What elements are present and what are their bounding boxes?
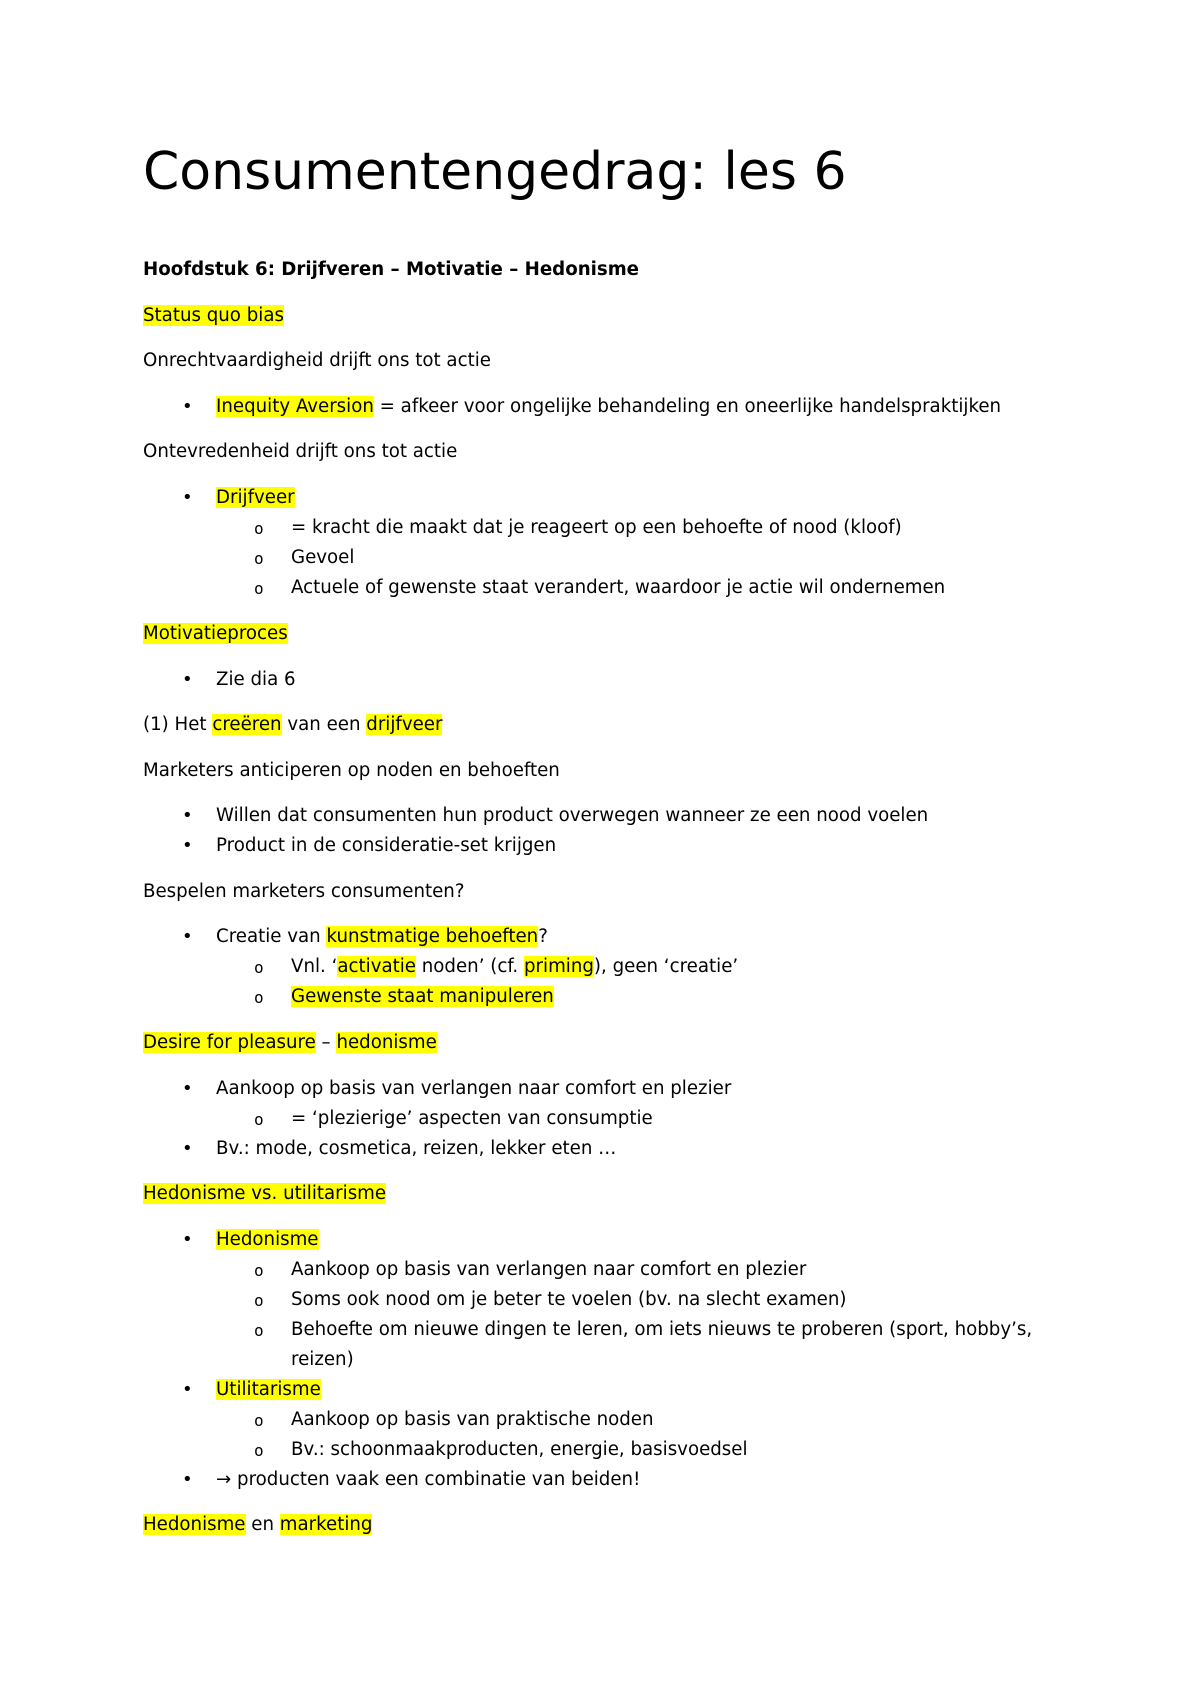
list-item-text: Vnl. ‘: [291, 956, 338, 977]
list-item: [216, 484, 295, 511]
list-item: Zie dia 6: [216, 669, 296, 690]
paragraph-marketers-anticiperen: Marketers anticiperen op noden en behoeften: [143, 760, 560, 781]
bullet-icon: •: [182, 669, 193, 690]
sub-list-item: Gevoel: [291, 547, 355, 568]
list-item: [216, 1226, 319, 1253]
sub-list-item: [291, 953, 738, 980]
page-title: Consumentengedrag: les 6: [143, 142, 847, 202]
bullet-icon: •: [182, 926, 193, 947]
highlight-text: creëren: [212, 714, 282, 735]
sub-bullet-icon: o: [254, 1411, 264, 1430]
arrow-icon: →: [216, 1469, 232, 1490]
sub-bullet-icon: o: [254, 1441, 264, 1460]
sub-list-item: = kracht die maakt dat je reageert op een behoefte of nood (kloof): [291, 517, 902, 538]
sub-list-item: Soms ook nood om je beter te voelen (bv. na slecht examen): [291, 1289, 847, 1310]
sub-bullet-icon: o: [254, 1321, 264, 1340]
highlight-text: Hedonisme: [143, 1514, 246, 1535]
sub-bullet-icon: o: [254, 958, 264, 977]
section-status-quo: [143, 302, 284, 329]
bullet-icon: •: [182, 835, 193, 856]
highlight-text: drijfveer: [366, 714, 443, 735]
list-item: [216, 1376, 321, 1403]
list-item-text: Creatie van: [216, 926, 327, 947]
highlight-text: hedonisme: [336, 1032, 437, 1053]
highlight-text: activatie: [337, 956, 416, 977]
paragraph-bespelen: Bespelen marketers consumenten?: [143, 881, 465, 902]
highlight-text: Desire for pleasure: [143, 1032, 316, 1053]
list-item: Aankoop op basis van verlangen naar comfort en plezier: [216, 1078, 732, 1099]
paragraph-ontevredenheid: Ontevredenheid drijft ons tot actie: [143, 441, 458, 462]
section-hedonisme-vs-utilitarisme: [143, 1180, 386, 1207]
sub-bullet-icon: o: [254, 549, 264, 568]
bullet-icon: •: [182, 1229, 193, 1250]
bullet-icon: •: [182, 1379, 193, 1400]
paragraph-onrechtvaardigheid: Onrechtvaardigheid drijft ons tot actie: [143, 350, 491, 371]
bullet-icon: •: [182, 396, 193, 417]
list-item-text: = afkeer voor ongelijke behandeling en oneerlijke handelspraktijken: [373, 396, 1002, 417]
bullet-icon: •: [182, 1078, 193, 1099]
bullet-icon: •: [182, 805, 193, 826]
sub-list-item-continued: reizen): [291, 1349, 354, 1370]
highlight-text: Inequity Aversion: [216, 396, 374, 417]
list-item-text: ?: [538, 926, 548, 947]
sub-list-item: Behoefte om nieuwe dingen te leren, om iets nieuws te proberen (sport, hobby’s,: [291, 1319, 1033, 1340]
sub-list-item: [291, 983, 554, 1010]
highlight-text: Hedonisme: [216, 1229, 319, 1250]
list-item-text: ), geen ‘creatie’: [593, 956, 739, 977]
list-item: [216, 393, 1001, 420]
highlight-text: Utilitarisme: [216, 1379, 321, 1400]
paragraph-creeren: [143, 711, 442, 738]
sub-bullet-icon: o: [254, 519, 264, 538]
bullet-icon: •: [182, 1469, 193, 1490]
highlight-text: priming: [524, 956, 594, 977]
list-item: [216, 1466, 640, 1493]
bullet-icon: •: [182, 1138, 193, 1159]
sub-list-item: Aankoop op basis van praktische noden: [291, 1409, 654, 1430]
list-item-text: noden’ (cf.: [416, 956, 524, 977]
section-hedonisme-en-marketing: [143, 1511, 372, 1538]
sub-list-item: = ‘plezierige’ aspecten van consumptie: [291, 1108, 653, 1129]
list-item-text: producten vaak een combinatie van beiden!: [231, 1469, 641, 1490]
bullet-icon: •: [182, 487, 193, 508]
paragraph-text: van een: [281, 714, 367, 735]
sub-bullet-icon: o: [254, 988, 264, 1007]
highlight-text: Motivatieproces: [143, 623, 288, 644]
section-desire-for-pleasure: [143, 1029, 437, 1056]
list-item: Willen dat consumenten hun product overwegen wanneer ze een nood voelen: [216, 805, 929, 826]
highlight-text: marketing: [279, 1514, 373, 1535]
list-item: Bv.: mode, cosmetica, reizen, lekker eten …: [216, 1138, 617, 1159]
highlight-text: Drijfveer: [216, 487, 295, 508]
highlight-text: Hedonisme vs. utilitarisme: [143, 1183, 387, 1204]
sub-bullet-icon: o: [254, 579, 264, 598]
section-motivatieproces: [143, 620, 288, 647]
list-item: [216, 923, 548, 950]
list-item: Product in de consideratie-set krijgen: [216, 835, 557, 856]
highlight-text: Status quo bias: [143, 305, 284, 326]
heading-text: en: [245, 1514, 280, 1535]
sub-bullet-icon: o: [254, 1110, 264, 1129]
highlight-text: Gewenste staat manipuleren: [291, 986, 554, 1007]
chapter-heading: Hoofdstuk 6: Drijfveren – Motivatie – Hedonisme: [143, 259, 639, 280]
sub-list-item: Bv.: schoonmaakproducten, energie, basisvoedsel: [291, 1439, 748, 1460]
heading-text: –: [315, 1032, 337, 1053]
sub-list-item: Actuele of gewenste staat verandert, waardoor je actie wil ondernemen: [291, 577, 946, 598]
paragraph-text: (1) Het: [143, 714, 213, 735]
sub-list-item: Aankoop op basis van verlangen naar comfort en plezier: [291, 1259, 807, 1280]
highlight-text: kunstmatige behoeften: [326, 926, 539, 947]
sub-bullet-icon: o: [254, 1291, 264, 1310]
sub-bullet-icon: o: [254, 1261, 264, 1280]
